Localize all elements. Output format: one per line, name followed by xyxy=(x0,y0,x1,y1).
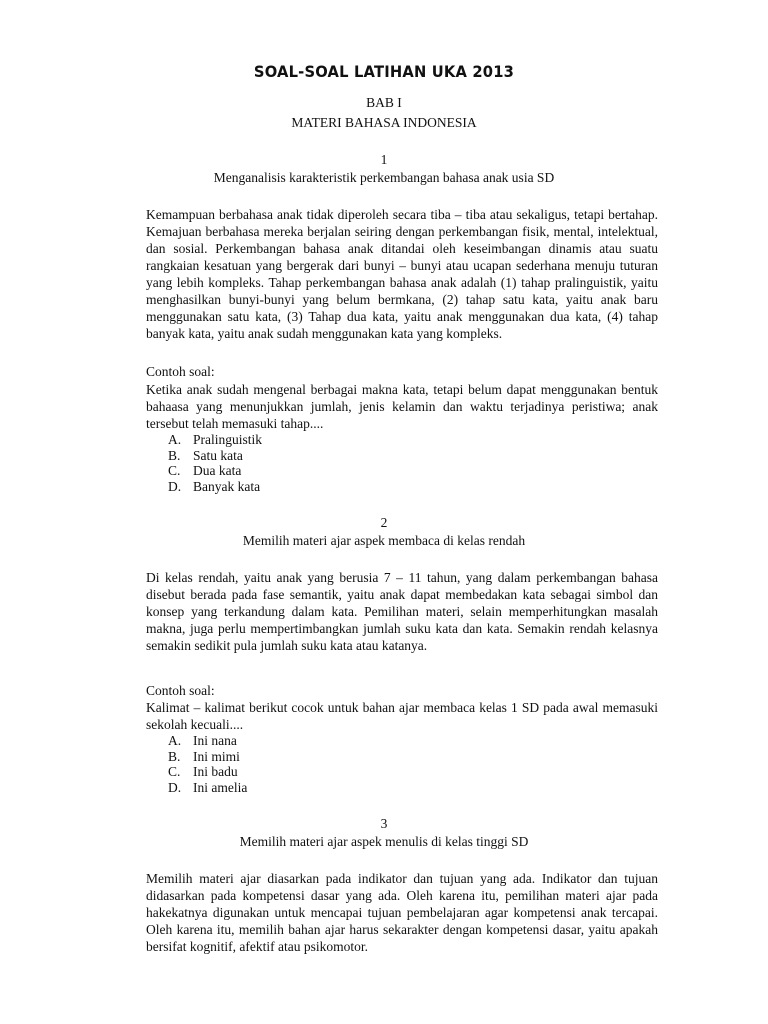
answer-options xyxy=(168,432,262,494)
answer-option: D. Ini amelia xyxy=(168,779,248,795)
answer-options xyxy=(168,733,247,795)
answer-option: B. Satu kata xyxy=(168,447,243,463)
section-heading: Memilih materi ajar aspek menulis di kelas tinggi SD xyxy=(239,834,529,849)
document-title: SOAL-SOAL LATIHAN UKA 2013 xyxy=(253,62,515,81)
subject-title: MATERI BAHASA INDONESIA xyxy=(291,115,477,130)
example-label: Contoh soal: xyxy=(146,683,215,698)
answer-option: D. Banyak kata xyxy=(168,478,261,494)
answer-option: B. Ini mimi xyxy=(168,748,240,764)
section-paragraph: Di kelas rendah, yaitu anak yang berusia 7 – 11 tahun, yang dalam perkembangan bahasa disebut berada pada fase semantik, yaitu anak dapat membedakan kata sebagai simbol dan konsep yang terkandung dalam kata. Pemilihan materi, selain memperhitungkan masalah makna, juga perlu mempertimbangkan jumlah suku kata dan kata. Semakin rendah kelasnya semakin sedikit pula jumlah suku kata atau katanya. xyxy=(146,570,658,653)
example-label: Contoh soal: xyxy=(146,364,215,379)
question-text: Ketika anak sudah mengenal berbagai makna kata, tetapi belum dapat menggunakan bentuk bahaasa yang menunjukkan jumlah, jenis kelamin dan waktu terjadinya peristiwa; anak tersebut telah memasuki tahap.... xyxy=(146,382,658,431)
section-number: 2 xyxy=(380,515,388,530)
answer-option: C. Ini badu xyxy=(168,764,238,779)
answer-option: A. Pralinguistik xyxy=(168,432,263,447)
chapter-label: BAB I xyxy=(366,95,402,110)
section-number: 1 xyxy=(380,152,388,167)
section-heading: Menganalisis karakteristik perkembangan bahasa anak usia SD xyxy=(213,170,555,185)
section-heading: Memilih materi ajar aspek membaca di kelas rendah xyxy=(242,533,526,548)
section-number: 3 xyxy=(380,816,388,831)
question-text: Kalimat – kalimat berikut cocok untuk bahan ajar membaca kelas 1 SD pada awal memasuki sekolah kecuali.... xyxy=(146,700,658,732)
answer-option: A. Ini nana xyxy=(168,733,237,748)
section-paragraph: Memilih materi ajar diasarkan pada indikator dan tujuan yang ada. Indikator dan tujuan didasarkan pada kompetensi dasar yang ada. Oleh karena itu, pemilihan materi ajar pada hakekatnya digunakan untuk mencapai tujuan pembelajaran agar kompetensi anak tercapai. Oleh karena itu, memilih bahan ajar harus sekarakter dengan kompetensi dasar, yaitu apakah bersifat kognitif, afektif atau psikomotor. xyxy=(146,871,658,954)
answer-option: C. Dua kata xyxy=(168,463,242,478)
section-paragraph: Kemampuan berbahasa anak tidak diperoleh secara tiba – tiba atau sekaligus, tetapi bertahap. Kemajuan berbahasa mereka berjalan seiring dengan perkembangan fisik, mental, intelektual, dan sosial. Perkembangan bahasa anak ditandai oleh keseimbangan dinamis atau suatu rangkaian kesatuan yang bergerak dari bunyi – bunyi atau ucapan sederhana menuju tuturan yang lebih kompleks. Tahap perkembangan bahasa anak adalah (1) tahap pralinguistik, yaitu menghasilkan bunyi-bunyi yang belum bermkana, (2) tahap satu kata, yaitu anak baru menggunakan satu kata, (3) Tahap dua kata, yaitu anak menggunakan dua kata, (4) tahap banyak kata, yaitu anak sudah menggunakan kata yang kompleks. xyxy=(146,207,658,341)
